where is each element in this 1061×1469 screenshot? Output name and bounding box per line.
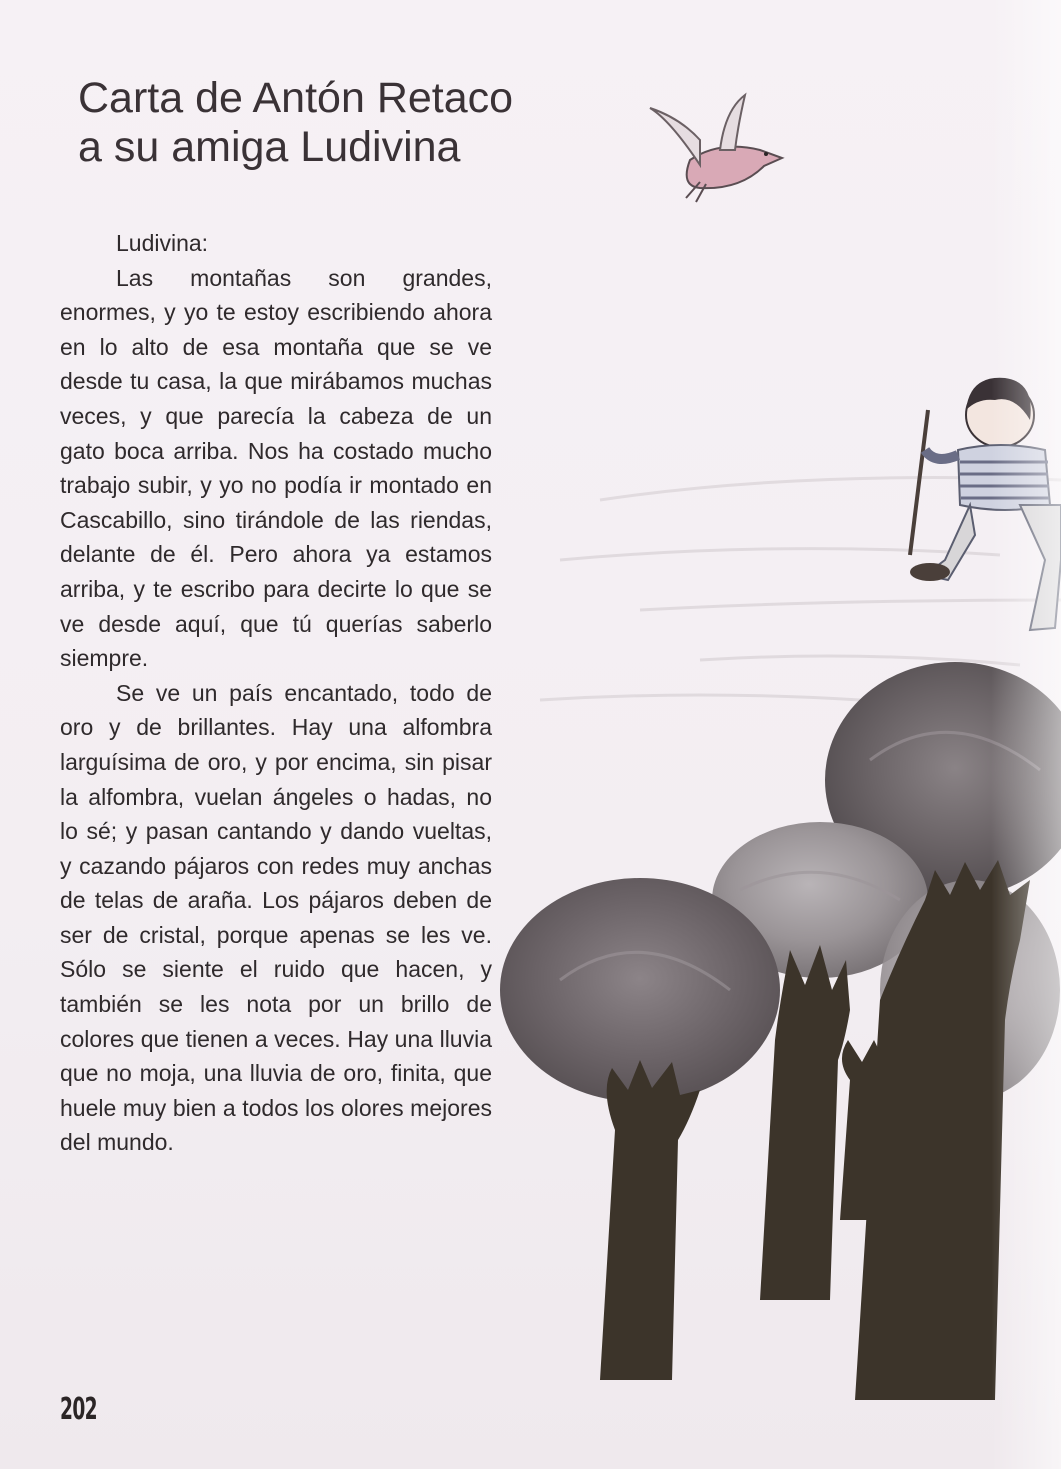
letter-body: [60, 226, 492, 1160]
page-title: [78, 74, 638, 172]
title-line-2: a su amiga Ludivina: [78, 123, 461, 171]
paragraph-1: Las montañas son grandes, enormes, y yo te estoy escribiendo ahora en lo alto de esa montaña que se ve desde tu casa, la que mirábamos muchas veces, y que parecía la cabeza de un gato boca arriba. Nos ha costado mucho trabajo subir, y yo no podía ir montado en Cascabillo, sino tirándole de las riendas, delante de él. Pero ahora ya estamos arriba, y te escribo para decirte lo que se ve desde aquí, que tú querías saberlo siempre.: [60, 264, 492, 672]
salutation: Ludivina:: [116, 230, 209, 256]
paragraph-2: Se ve un país encantado, todo de oro y de brillantes. Hay una alfombra larguísima de oro, y por encima, sin pisar la alfombra, vuelan ángeles o hadas, no lo sé; y pasan cantando y dando vueltas, y cazando pájaros con redes muy anchas de telas de araña. Los pájaros deben de ser de cristal, porque apenas se les ve. Sólo se siente el ruido que hacen, y también se les nota por un brillo de colores que tienen a veces. Hay una lluvia que no moja, una lluvia de oro, finita, que huele muy bien a todos los olores mejores del mundo.: [60, 679, 492, 1156]
page-number: 202: [60, 1392, 97, 1427]
title-line-1: Carta de Antón Retaco: [78, 74, 514, 122]
page-edge: [991, 0, 1061, 1469]
